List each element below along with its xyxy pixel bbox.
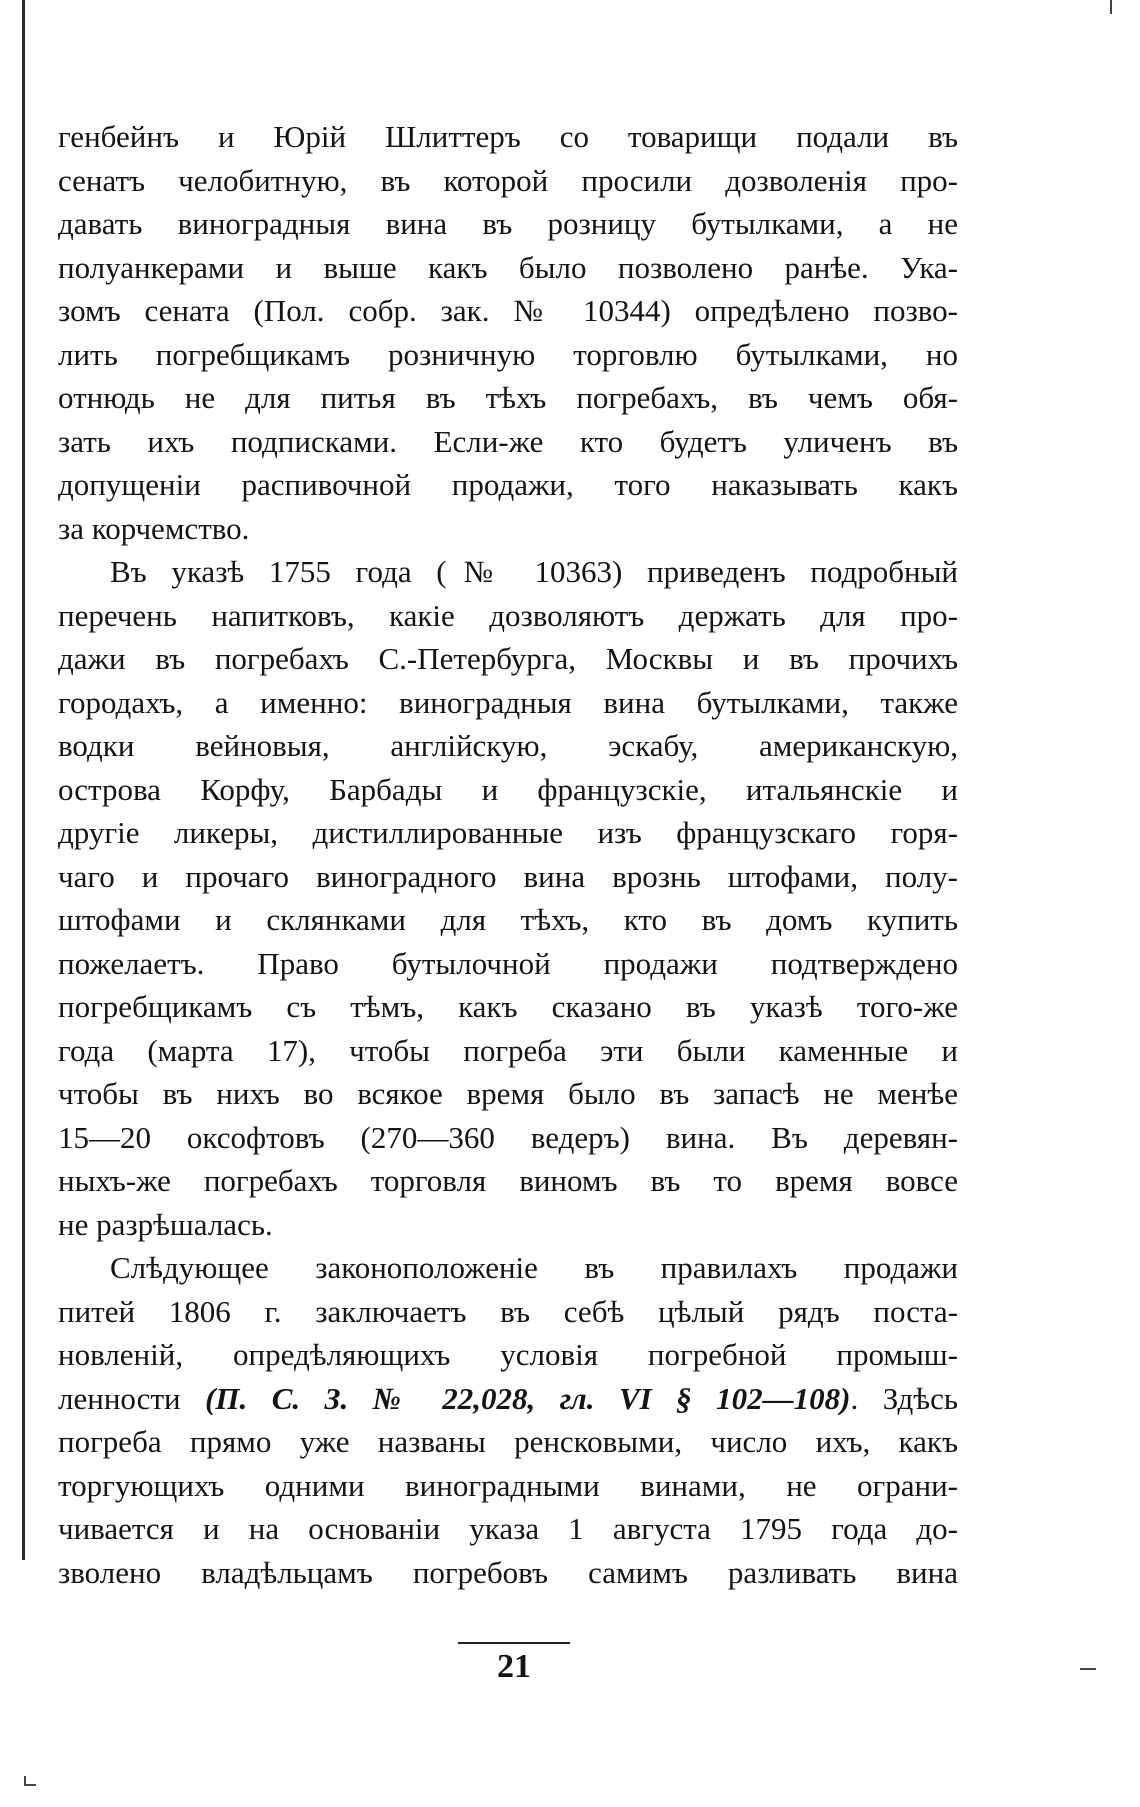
paragraph-start-line: Слѣдующее законоположенiе въ правилахъ продажи [110,1250,958,1285]
text-line: водки вейновыя, англiйскую, эскабу, американскую, [58,728,958,763]
paragraph-start-line: Въ указѣ 1755 года (№ 10363) приведенъ подробный [110,554,958,589]
text-line: другiе ликеры, дистиллированные изъ французскаго горя- [58,815,958,850]
binding-edge [22,0,25,1560]
citation-line-post: . Здѣсь [850,1380,958,1416]
citation-line [58,1377,958,1421]
text-line: полуанкерами и выше какъ было позволено ранѣе. Ука- [58,249,958,285]
paragraph-end-line: не разрѣшалась. [58,1206,273,1242]
text-line: чтобы въ нихъ во всякое время было въ запасѣ не менѣе [58,1076,958,1111]
law-citation: (П. С. З. № 22,028, гл. VI § 102—108) [205,1380,851,1416]
text-line: новленiй, опредѣляющихъ условiя погребной промыш- [58,1337,958,1372]
text-line: пожелаетъ. Право бутылочной продажи подтверждено [58,945,958,981]
text-line: генбейнъ и Юрiй Шлиттеръ со товарищи подали въ [58,119,958,154]
text-line: года (марта 17), чтобы погреба эти были каменные и [58,1032,958,1068]
text-line: погребщикамъ съ тѣмъ, какъ сказано въ указѣ того-же [58,989,958,1024]
text-line: острова Корфу, Барбады и французскiе, итальянскiе и [58,771,958,807]
text-line: питей 1806 г. заключаетъ въ себѣ цѣлый рядъ поста- [58,1293,958,1329]
text-line: дажи въ погребахъ С.-Петербурга, Москвы и въ прочихъ [58,641,958,676]
text-line: давать виноградныя вина въ розницу бутылками, а не [58,206,958,241]
page-number: 21 [497,1648,531,1685]
text-line: 15—20 оксофтовъ (270—360 ведеръ) вина. Въ деревян- [58,1119,958,1155]
text-line: зать ихъ подписками. Если-же кто будетъ уличенъ въ [58,423,958,459]
text-line: лить погребщикамъ розничную торговлю бутылками, но [58,336,958,372]
text-line: городахъ, а именно: виноградныя вина бутылками, также [58,684,958,720]
scan-mark-top [1110,0,1112,14]
text-line: сенатъ челобитную, въ которой просили дозволенiя про- [58,162,958,198]
text-line: отнюдь не для питья въ тѣхъ погребахъ, въ чемъ обя- [58,380,958,415]
text-line: допущенiи распивочной продажи, того наказывать какъ [58,467,958,502]
page-number-rule [458,1642,570,1644]
paragraph-end-line: за корчемство. [58,510,250,546]
text-line: торгующихъ одними виноградными винами, не ограни- [58,1467,958,1503]
text-line: чивается и на основанiи указа 1 августа 1795 года до- [58,1511,958,1546]
text-line: зволено владѣльцамъ погребовъ самимъ разливать вина [58,1554,958,1590]
text-line: чаго и прочаго виноградного вина врознь штофами, полу- [58,858,958,894]
scan-mark-bottom-left [24,1776,36,1786]
text-line: ныхъ-же погребахъ торговля виномъ въ то время вовсе [58,1163,958,1198]
scan-mark-right [1080,1668,1096,1670]
citation-line-pre: ленности [58,1380,206,1416]
text-line: зомъ сената (Пол. собр. зак. № 10344) опредѣлено позво- [58,293,958,328]
text-line: перечень напитковъ, какiе дозволяютъ держать для про- [58,597,958,633]
text-line: погреба прямо уже названы ренсковыми, число ихъ, какъ [58,1424,958,1459]
text-line: штофами и склянками для тѣхъ, кто въ домъ купить [58,902,958,937]
page-body [58,115,958,1594]
